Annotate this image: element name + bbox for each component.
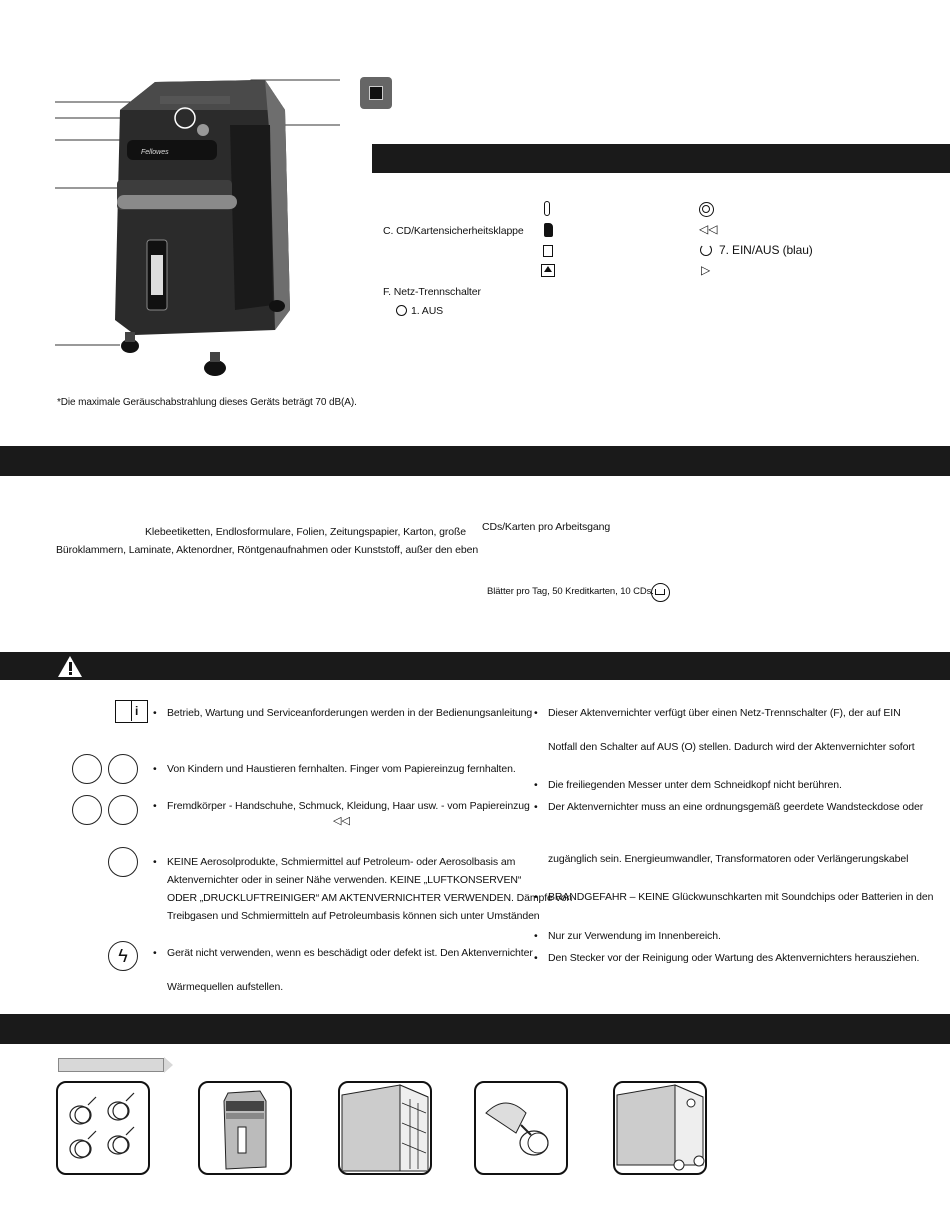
part-c-label: C. CD/Kartensicherheitsklappe — [383, 225, 524, 237]
safety-left-4: • KEINE Aerosolprodukte, Schmiermittel auf Petroleum- oder Aerosolbasis am — [167, 853, 515, 871]
safety-right-6: • Den Stecker vor der Reinigung oder Wartung des Aktenvernichters herausziehen. — [548, 949, 919, 967]
specs-right-line1: CDs/Karten pro Arbeitsgang — [482, 521, 611, 533]
part-7-label: 7. EIN/AUS (blau) — [719, 243, 813, 257]
shredder-upside-image — [198, 1081, 292, 1175]
safety-right-1: • Dieser Aktenvernichter verfügt über einen Netz-Trennschalter (F), der auf EIN — [548, 704, 901, 722]
specs-header-bar — [0, 446, 950, 476]
casters-image — [56, 1081, 150, 1175]
no-hair-icon — [108, 795, 138, 825]
safety-right-5: • Nur zur Verwendung im Innenbereich. — [548, 927, 721, 945]
part-f-label: F. Netz-Trennschalter — [383, 286, 481, 298]
auto-icon — [699, 202, 714, 217]
paper-in-icon — [541, 264, 555, 277]
part-f-sub: 1. AUS — [411, 305, 444, 317]
power-icon — [700, 244, 712, 256]
casters-installed-image — [613, 1081, 707, 1175]
shredder-base-image — [338, 1081, 432, 1175]
safety-left-4d: Treibgasen und Schmiermitteln auf Petroleumbasis können sich unter Umständen — [167, 910, 540, 922]
electric-hazard-icon: ϟ — [108, 941, 138, 971]
warning-icon — [58, 656, 82, 677]
footnote-noise: *Die maximale Geräuschabstrahlung dieses Geräts beträgt 70 dB(A). — [57, 397, 357, 408]
parts-header-bar — [372, 144, 950, 173]
reverse-icon: ◁◁ — [699, 222, 718, 236]
safety-left-3: • Fremdkörper - Handschuhe, Schmuck, Kleidung, Haar usw. - vom Papiereinzug — [167, 797, 530, 815]
safety-left-4b: Aktenvernichter oder in seiner Nähe verwenden. KEINE „LUFTKONSERVEN“ — [167, 874, 522, 886]
reverse-icon-inline: ◁◁ — [333, 815, 350, 827]
safety-left-4c: ODER „DRUCKLUFTREINIGER“ AM AKTENVERNICHTER VERWENDEN. Dämpfe von — [167, 892, 573, 904]
safety-right-1b: Notfall den Schalter auf AUS (O) stellen. Dadurch wird der Aktenvernichter sofort — [548, 741, 915, 753]
assembly-header-bar — [0, 1014, 950, 1044]
forward-icon: ▷ — [701, 263, 711, 277]
svg-text:Fellowes: Fellowes — [141, 149, 169, 156]
manual-info-icon: i — [115, 700, 148, 723]
no-aerosol-icon — [108, 847, 138, 877]
specs-right-line2: Blätter pro Tag, 50 Kreditkarten, 10 CDs. — [487, 586, 654, 597]
specs-left-line2: Büroklammern, Laminate, Aktenordner, Röntgenaufnahmen oder Kunststoff, außer den eben — [56, 544, 479, 556]
duty-cycle-icon — [651, 583, 670, 602]
door-icon — [544, 223, 553, 237]
safety-right-2: • Die freiliegenden Messer unter dem Schneidkopf nicht berühren. — [548, 776, 842, 794]
caster-insert-image — [474, 1081, 568, 1175]
bin-full-icon — [543, 245, 553, 257]
safety-right-3: • Der Aktenvernichter muss an eine ordnungsgemäß geerdete Wandsteckdose oder — [548, 798, 923, 816]
specs-left-line1: Klebeetiketten, Endlosformulare, Folien, Zeitungspapier, Karton, große — [145, 526, 467, 538]
safety-left-5: • Gerät nicht verwenden, wenn es beschädigt oder defekt ist. Den Aktenvernichter — [167, 944, 533, 962]
no-hands-icon — [108, 754, 138, 784]
safety-right-3b: zugänglich sein. Energieumwandler, Transformatoren oder Verlängerungskabel — [548, 853, 909, 865]
shredder-illustration — [55, 70, 355, 380]
safety-right-4: • BRANDGEFAHR – KEINE Glückwunschkarten mit Soundchips oder Batterien in den — [548, 888, 933, 906]
safety-left-5b: Wärmequellen aufstellen. — [167, 981, 284, 993]
off-icon — [396, 305, 407, 316]
assembly-arrow-tip — [164, 1057, 173, 1073]
safety-header-bar — [0, 652, 950, 680]
thermometer-icon — [544, 201, 550, 216]
no-children-icon — [72, 754, 102, 784]
no-tie-icon — [72, 795, 102, 825]
safety-left-1: • Betrieb, Wartung und Serviceanforderungen werden in der Bedienungsanleitung — [167, 704, 532, 722]
power-switch-icon — [360, 77, 392, 109]
assembly-arrow-tab — [58, 1058, 164, 1072]
safety-left-2: • Von Kindern und Haustieren fernhalten. Finger vom Papiereinzug fernhalten. — [167, 760, 516, 778]
